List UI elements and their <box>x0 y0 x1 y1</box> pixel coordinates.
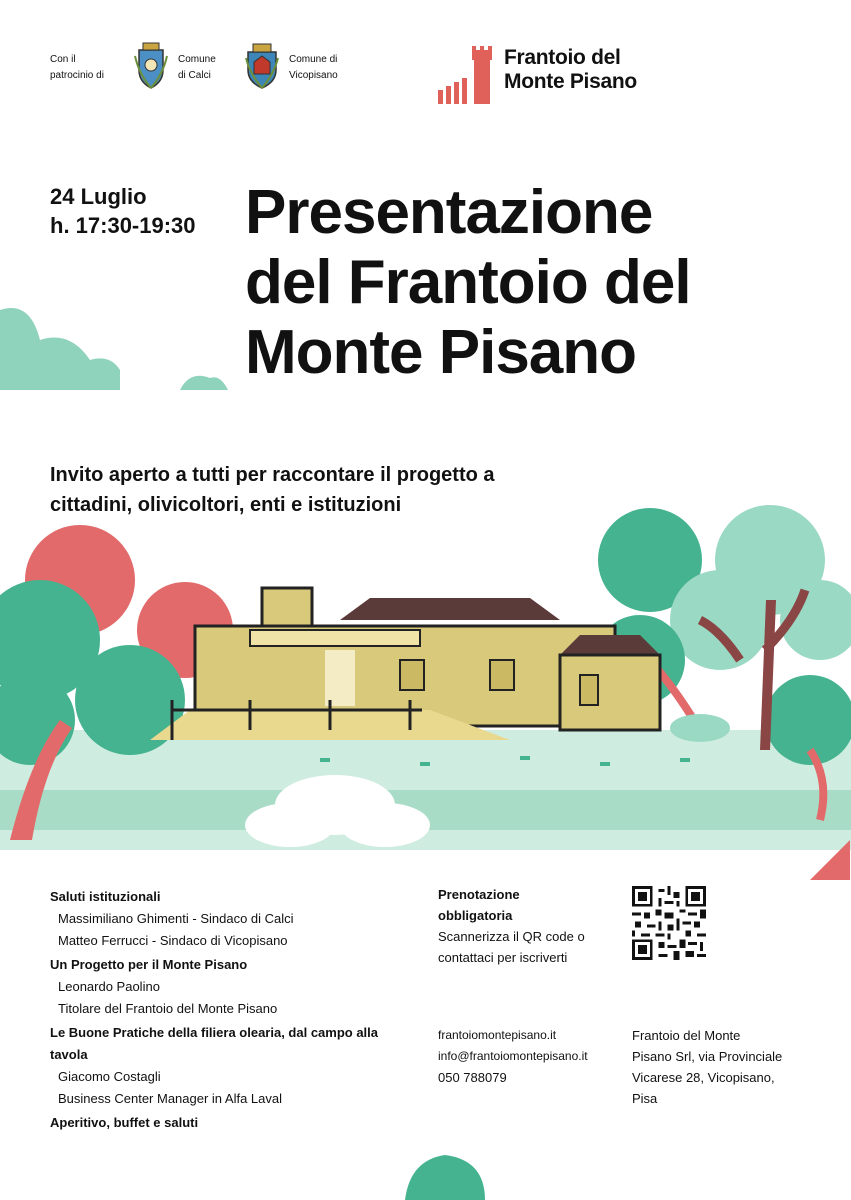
event-subtitle: Invito aperto a tutti per raccontare il progetto a cittadini, olivicoltori, enti e istituzioni <box>50 464 495 516</box>
bush-illustration-bottom <box>400 1150 490 1200</box>
phone-number[interactable]: 050 788079 <box>438 1070 507 1085</box>
calci-crest-icon <box>133 40 169 90</box>
program-section <box>50 1022 410 1110</box>
comune-calci-label: Comune di Calci <box>178 54 216 81</box>
event-time: h. 17:30-19:30 <box>50 213 196 238</box>
patronage-label: Con il patrocinio di <box>50 54 104 81</box>
program-section <box>50 954 410 1020</box>
program-item: Giacomo Costagli <box>58 1069 161 1084</box>
program-section-title: Aperitivo, buffet e saluti <box>50 1115 199 1130</box>
program-list <box>50 884 410 1134</box>
website-link[interactable]: frantoiomontepisano.it <box>438 1028 557 1042</box>
bush-illustration <box>0 300 240 390</box>
program-item: Matteo Ferrucci - Sindaco di Vicopisano <box>58 933 288 948</box>
booking-title: Prenotazione obbligatoria <box>438 887 520 923</box>
program-section-title: Saluti istituzionali <box>50 889 161 904</box>
page-title: Presentazione del Frantoio del Monte Pisano <box>245 178 691 387</box>
frantoio-logo-icon <box>436 40 492 106</box>
event-date: 24 Luglio <box>50 184 147 209</box>
contact-info <box>438 1025 618 1088</box>
qr-code-icon[interactable] <box>632 886 706 960</box>
frantoio-building-illustration <box>0 500 851 880</box>
program-section-title: Le Buone Pratiche della filiera olearia, dal campo alla tavola <box>50 1025 379 1062</box>
brand-name: Frantoio del Monte Pisano <box>504 46 637 93</box>
email-link[interactable]: info@frantoiomontepisano.it <box>438 1049 588 1063</box>
address: Frantoio del Monte Pisano Srl, via Provinciale Vicarese 28, Vicopisano, Pisa <box>632 1028 783 1106</box>
booking-text: Scannerizza il QR code o contattaci per iscriverti <box>438 929 585 965</box>
program-section-title: Un Progetto per il Monte Pisano <box>50 957 248 972</box>
program-item: Titolare del Frantoio del Monte Pisano <box>58 1001 278 1016</box>
comune-vicopisano-label: Comune di Vicopisano <box>289 54 338 81</box>
vicopisano-crest-icon <box>244 40 280 90</box>
booking-info <box>438 884 618 968</box>
program-item: Massimiliano Ghimenti - Sindaco di Calci <box>58 911 294 926</box>
program-item: Business Center Manager in Alfa Laval <box>58 1091 283 1106</box>
program-section <box>50 886 410 952</box>
program-item: Leonardo Paolino <box>58 979 160 994</box>
program-section <box>50 1112 410 1134</box>
